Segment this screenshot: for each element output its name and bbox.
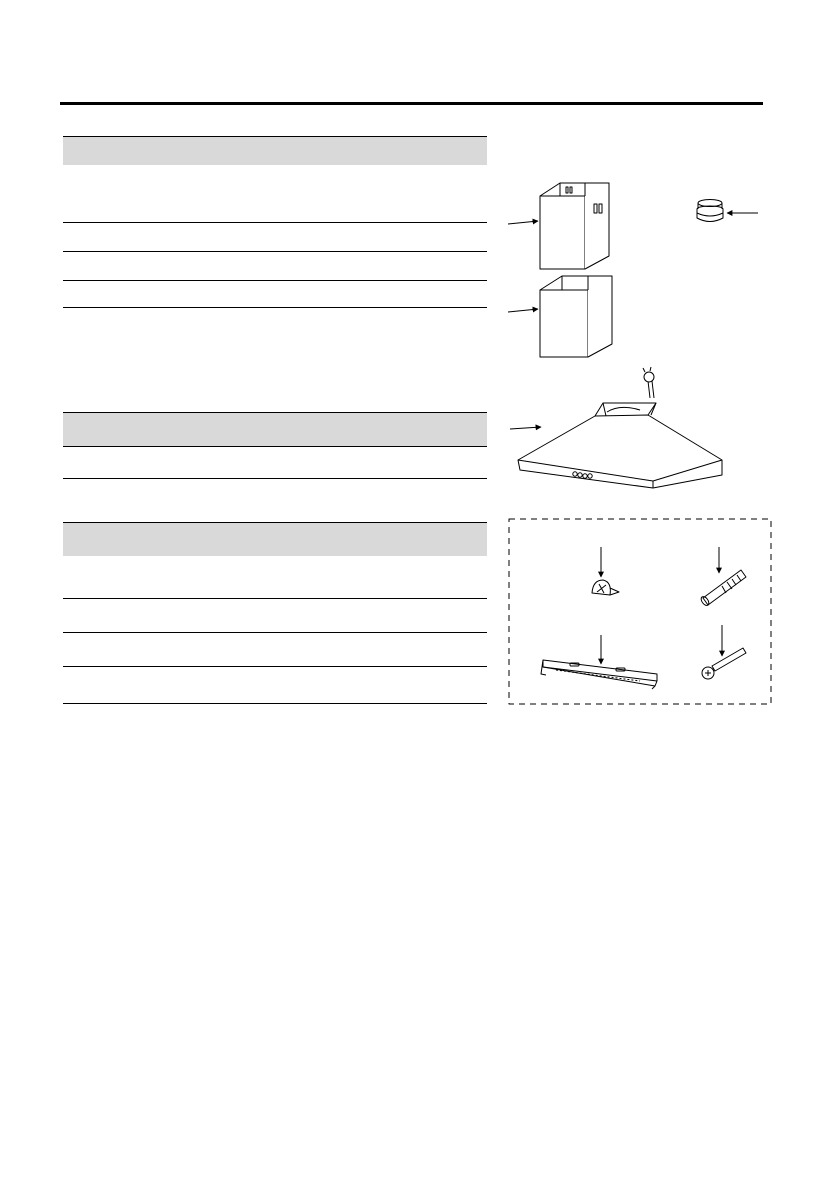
table-row (63, 667, 487, 704)
table-row (63, 599, 487, 633)
table-row (63, 281, 487, 308)
table-row (63, 165, 487, 223)
table-row (63, 446, 487, 479)
mounting-bracket-icon (541, 660, 657, 689)
table-header (63, 136, 487, 165)
wall-anchor-icon (700, 570, 746, 607)
parts-table-1 (63, 136, 487, 308)
top-rule (60, 102, 763, 105)
parts-table-3 (63, 522, 487, 704)
damper-collar-icon (697, 200, 723, 222)
parts-table-2 (63, 412, 487, 479)
table-row (63, 556, 487, 599)
table-header (63, 412, 487, 446)
table-row (63, 223, 487, 252)
table-row (63, 633, 487, 667)
table-header (63, 522, 487, 556)
table-row (63, 252, 487, 281)
screw-icon (592, 580, 619, 595)
lower-chimney-cover-icon (540, 276, 612, 357)
upper-chimney-cover-icon (540, 183, 609, 269)
parts-diagram (495, 120, 795, 720)
bolt-icon (702, 648, 746, 679)
range-hood-body-icon (518, 367, 722, 488)
